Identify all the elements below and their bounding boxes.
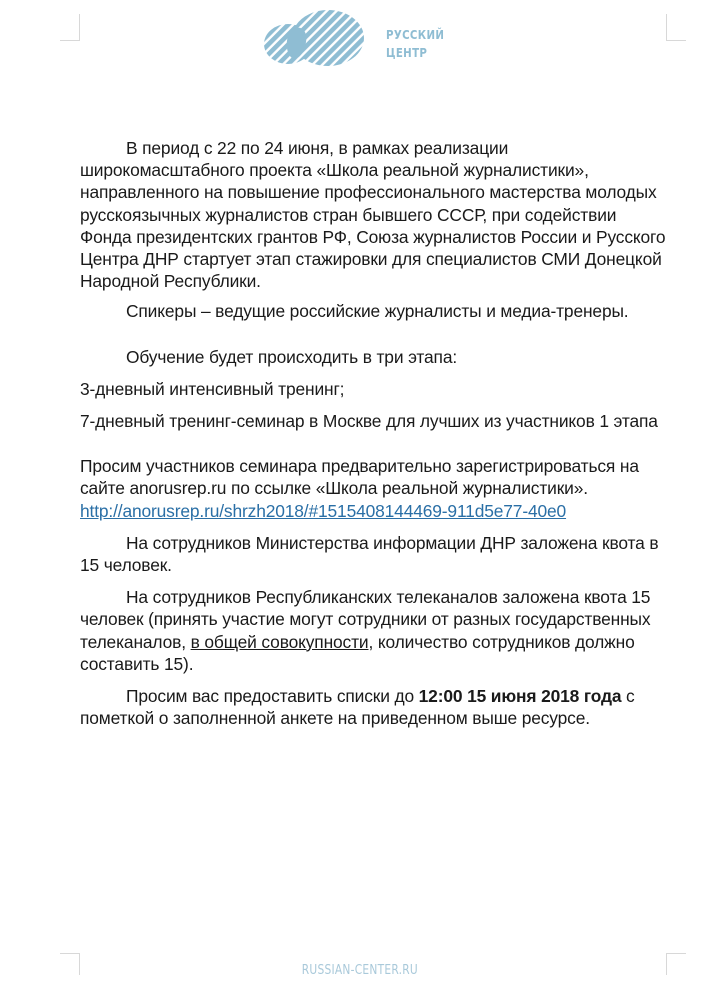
footer [0, 963, 720, 978]
crop-mark-bottom-right-h [666, 953, 686, 954]
russian-center-logo [262, 8, 445, 70]
paragraph-speakers: Спикеры – ведущие российские журналисты и медиа-тренеры. [126, 301, 629, 322]
striped-cloud-logo-icon [262, 8, 382, 70]
deadline-text-2: с пометкой о заполненной анкете на приведенном выше ресурсе. [80, 686, 635, 729]
logo-wordmark [386, 26, 444, 62]
paragraph-tv-quota [80, 586, 670, 675]
deadline-date: 12:00 15 июня 2018 года [418, 686, 622, 707]
document-body [80, 137, 670, 729]
paragraph-intro: В период с 22 по 24 июня, в рамках реализации широкомасштабного проекта «Школа реальной журналистики», направленного на повышение профессионального мастерства молодых русскоязычных журналистов стран бывшего СССР, при содействии Фонда президентских грантов РФ, Союза журналистов России и Русского Центра ДНР стартует этап стажировки для специалистов СМИ Донецкой Народной Республики. [80, 138, 666, 292]
crop-mark-top-right-v [666, 14, 667, 41]
paragraph-stage-1: 3-дневный интенсивный тренинг; [80, 378, 345, 399]
logo-line-1: РУССКИЙ [386, 27, 445, 42]
deadline-text-1: Просим вас предоставить списки до [126, 686, 419, 707]
paragraph-ministry-quota: На сотрудников Министерства информации ДНР заложена квота в 15 человек. [80, 532, 659, 576]
paragraph-deadline [80, 685, 670, 729]
registration-link[interactable]: http://anorusrep.ru/shrzh2018/#1515408144469-911d5e77-40e0 [80, 500, 567, 521]
logo-line-2: ЦЕНТР [386, 45, 428, 60]
paragraph-registration [80, 455, 670, 522]
paragraph-stages-intro: Обучение будет происходить в три этапа: [126, 346, 458, 367]
tv-quota-text-2: , количество сотрудников должно составить 15). [80, 631, 635, 674]
tv-quota-text-1: На сотрудников Республиканских телеканалов заложена квота 15 человек (принять участие могут сотрудники от разных государственных телеканалов, [80, 587, 651, 652]
crop-mark-top-right-h [666, 40, 686, 41]
registration-text: Просим участников семинара предварительно зарегистрироваться на сайте anorusrep.ru по ссылке «Школа реальной журналистики». [80, 456, 639, 499]
paragraph-stage-2: 7-дневный тренинг-семинар в Москве для лучших из участников 1 этапа [80, 411, 658, 432]
crop-mark-top-left-v [79, 14, 80, 41]
crop-mark-bottom-left-h [60, 953, 80, 954]
crop-mark-top-left-h [60, 40, 80, 41]
footer-site: RUSSIAN-CENTER.RU [301, 963, 419, 978]
tv-quota-underlined: в общей совокупности [190, 631, 369, 652]
